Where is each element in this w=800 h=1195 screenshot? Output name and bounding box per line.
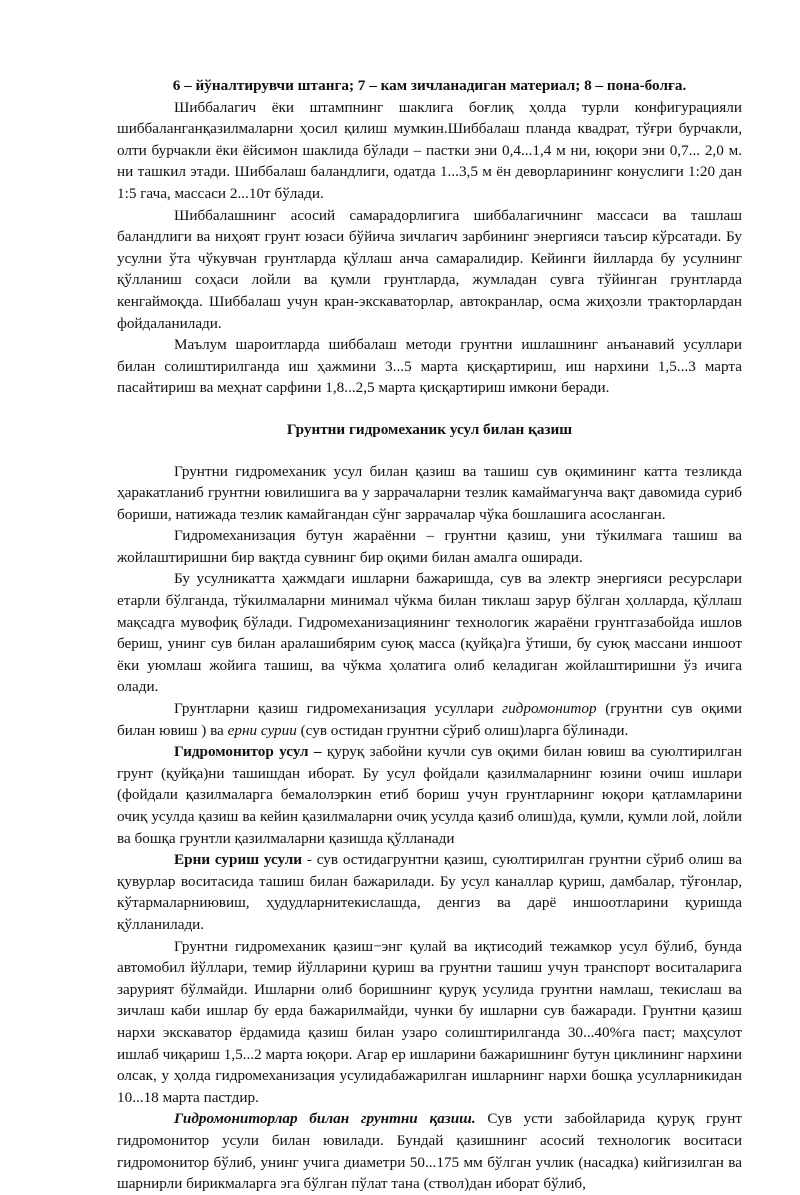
- suction-method-term: Ерни суриш усули: [174, 851, 303, 869]
- paragraph-hydromechanical-intro: Грунтни гидромеханик усул билан қазиш ва ташиш сув оқимининг катта тезликда ҳаракатланиб грунтни ювилишига ва у заррачаларни тезлик камаймагунча вақт давомида суриб бориши, натижада тезлик камайгандан сўнг заррачалар чўка бошлашига асосланган.: [117, 462, 742, 523]
- paragraph-economics: Грунтни гидромеханик қазиш−энг қулай ва иқтисодий тежамкор усул бўлиб, бунда автомобил йўллари, темир йўлларини қуриш ва грунтни ташиш учун транспорт воситаларига зарурият бўлмайди. Ишларни олиб боришнинг қуруқ усулида грунтни намлаш, текислаш ва зичлаш каби ишлар бу ерда бажарилмайди, чунки бу ишларни сув бажаради. Грунтни қазиш нархи экскаватор ёрдамида қазиш билан узаро солиштирилганда 30...40%га паст; маҳсулот ишлаб чиқариш 1,5...2 марта юқори. Агар ер ишларини бажаришнинг бутун циклининг нархини олсак, у ҳолда гидромеханизация усулидабажарилган ишларнинг нархи бошқа усулларникидан 10...18 марта пастдир.: [117, 937, 742, 1106]
- suction-method-text: - сув остидагрунтни қазиш, суюлтирилган грунтни сўриб олиш ва қувурлар воситасида ташиш билан бажарилади. Бу усул каналлар қуриш, дамбалар, тўғонлар, кўтармаларниювиш, ҳудудларнитекислашда, денгиз ва дарё иншоотларини қуришда қўлланилади.: [117, 851, 742, 933]
- hydromonitor-method-text: қуруқ забойни кучли сув оқими билан ювиш ва суюлтирилган грунт (қуйқа)ни ташишдан иборат. Бу усул фойдали қазилмаларнинг юзини очиш ишлари (фойдали қазилмаларга бемалолэркин етиб бориш учун грунтларнинг юқори қатламларини очиқ усулда қазиш ва кейин қазилмаларни очиқ усулда қазиб олиш)да, қумли, қумли лой, лойли ва бошқа грунтли қазилмаларни қазишда қўлланади: [117, 743, 742, 847]
- paragraph-methods: [117, 698, 742, 741]
- paragraph-hydromechanization-use: Бу усулникатта ҳажмдаги ишларни бажаришда, сув ва электр энергияси ресурслари етарли бўлганда, тўкилмаларни минимал чўкма билан тиклаш зарур бўлган ҳолларда, қўллаш мақсадга мувофиқ бўлади. Гидромеханизациянинг технологик жараёни грунтгазабойда ишлов бериш, унинг сув билан аралашибярим суюқ масса (қуйқа)га ўтиши, бу суюқ массани иншоот ёки уюмлаш жойига ташиш, ва чўкма ҳолатига олиб келадиган жойлаштиришни ўз ичига олади.: [117, 570, 742, 696]
- methods-text-a: Грунтларни қазиш гидромеханизация усуллари: [174, 700, 503, 718]
- section-heading: Грунтни гидромеханик усул билан қазиш: [286, 420, 573, 438]
- term-suction: ерни сурии: [227, 721, 297, 739]
- paragraph-suction-method: [117, 849, 742, 935]
- paragraph-hydromechanization-process: Гидромеханизация бутун жараённи – грунтни қазиш, уни тўкилмага ташиш ва жойлаштиришни бир вақтда сувнинг бир оқими билан амалга оширади.: [117, 527, 742, 566]
- hydromonitor-excavation-term: Гидромониторлар билан грунтни қазиш.: [174, 1110, 476, 1128]
- paragraph-hydromonitor-excavation: [117, 1108, 742, 1194]
- term-hydromonitor: гидромонитор: [502, 700, 597, 718]
- hydromonitor-method-term: Гидромонитор усул –: [174, 743, 322, 761]
- paragraph-shibbalash-efficiency: Шиббалашнинг асосий самарадорлигига шиббалагичнинг массаси ва ташлаш баландлиги ва ниҳоят грунт юзаси бўйича зичлагич зарбининг энергияси таъсир кўрсатади. Бу усулни ўта чўкувчан грунтларда қўллаш анча самаралидир. Кейинги йилларда бу усулнинг қўлланиш соҳаси лойли ва қумли грунтларда, жумладан сувга тўйинган грунтларда кенгаймоқда. Шиббалаш учун кран-экскаваторлар, автокранлар, осма жиҳозли тракторлардан фойдаланилади.: [117, 206, 742, 332]
- paragraph-hydromonitor-method: [117, 741, 742, 849]
- methods-text-c: (грунтни сув оқими билан ювиш ) ва: [117, 700, 742, 739]
- methods-text-e: (сув остидан грунтни сўриб олиш)ларга бўлинади.: [296, 721, 629, 739]
- paragraph-shibbalash-advantages: Маълум шароитларда шиббалаш методи грунтни ишлашнинг анъанавий усуллари билан солиштирилганда иш ҳажмини 3...5 марта қисқартириш, иш нархини 1,5...3 марта пасайтириш ва меҳнат сарфини 1,8...2,5 марта қисқартириш имкони беради.: [117, 336, 742, 397]
- paragraph-shibbalagich-shapes: Шиббалагич ёки штампнинг шаклига боғлиқ ҳолда турли конфигурацияли шиббаланганқазилмаларни ҳосил қилиш мумкин.Шиббалаш планда квадрат, тўғри бурчакли, олти бурчакли ёки ёйсимон шаклида бўлади – пастки эни 0,4...1,4 м ни, юқори эни 0,7... 2,0 м. ни ташкил этади. Шиббалаш баландлиги, одатда 1...3,5 м ён деворларининг конуслиги 1:20 дан 1:5 гача, массаси 2...10т бўлади.: [117, 98, 742, 202]
- figure-caption: 6 – йўналтирувчи штанга; 7 – кам зичланадиган материал; 8 – пона-болға.: [172, 77, 687, 94]
- hydromonitor-excavation-text: Сув усти забойларида қуруқ грунт гидромонитор усули билан ювилади. Бундай қазишнинг асосий технологик воситаси гидромонитор бўлиб, унинг учига диаметри 50...175 мм бўлган учлик (насадка) кийгизилган ва шарнирли бирикмаларга эга бўлган пўлат тана (ствол)дан иборат бўлиб,: [117, 1110, 742, 1193]
